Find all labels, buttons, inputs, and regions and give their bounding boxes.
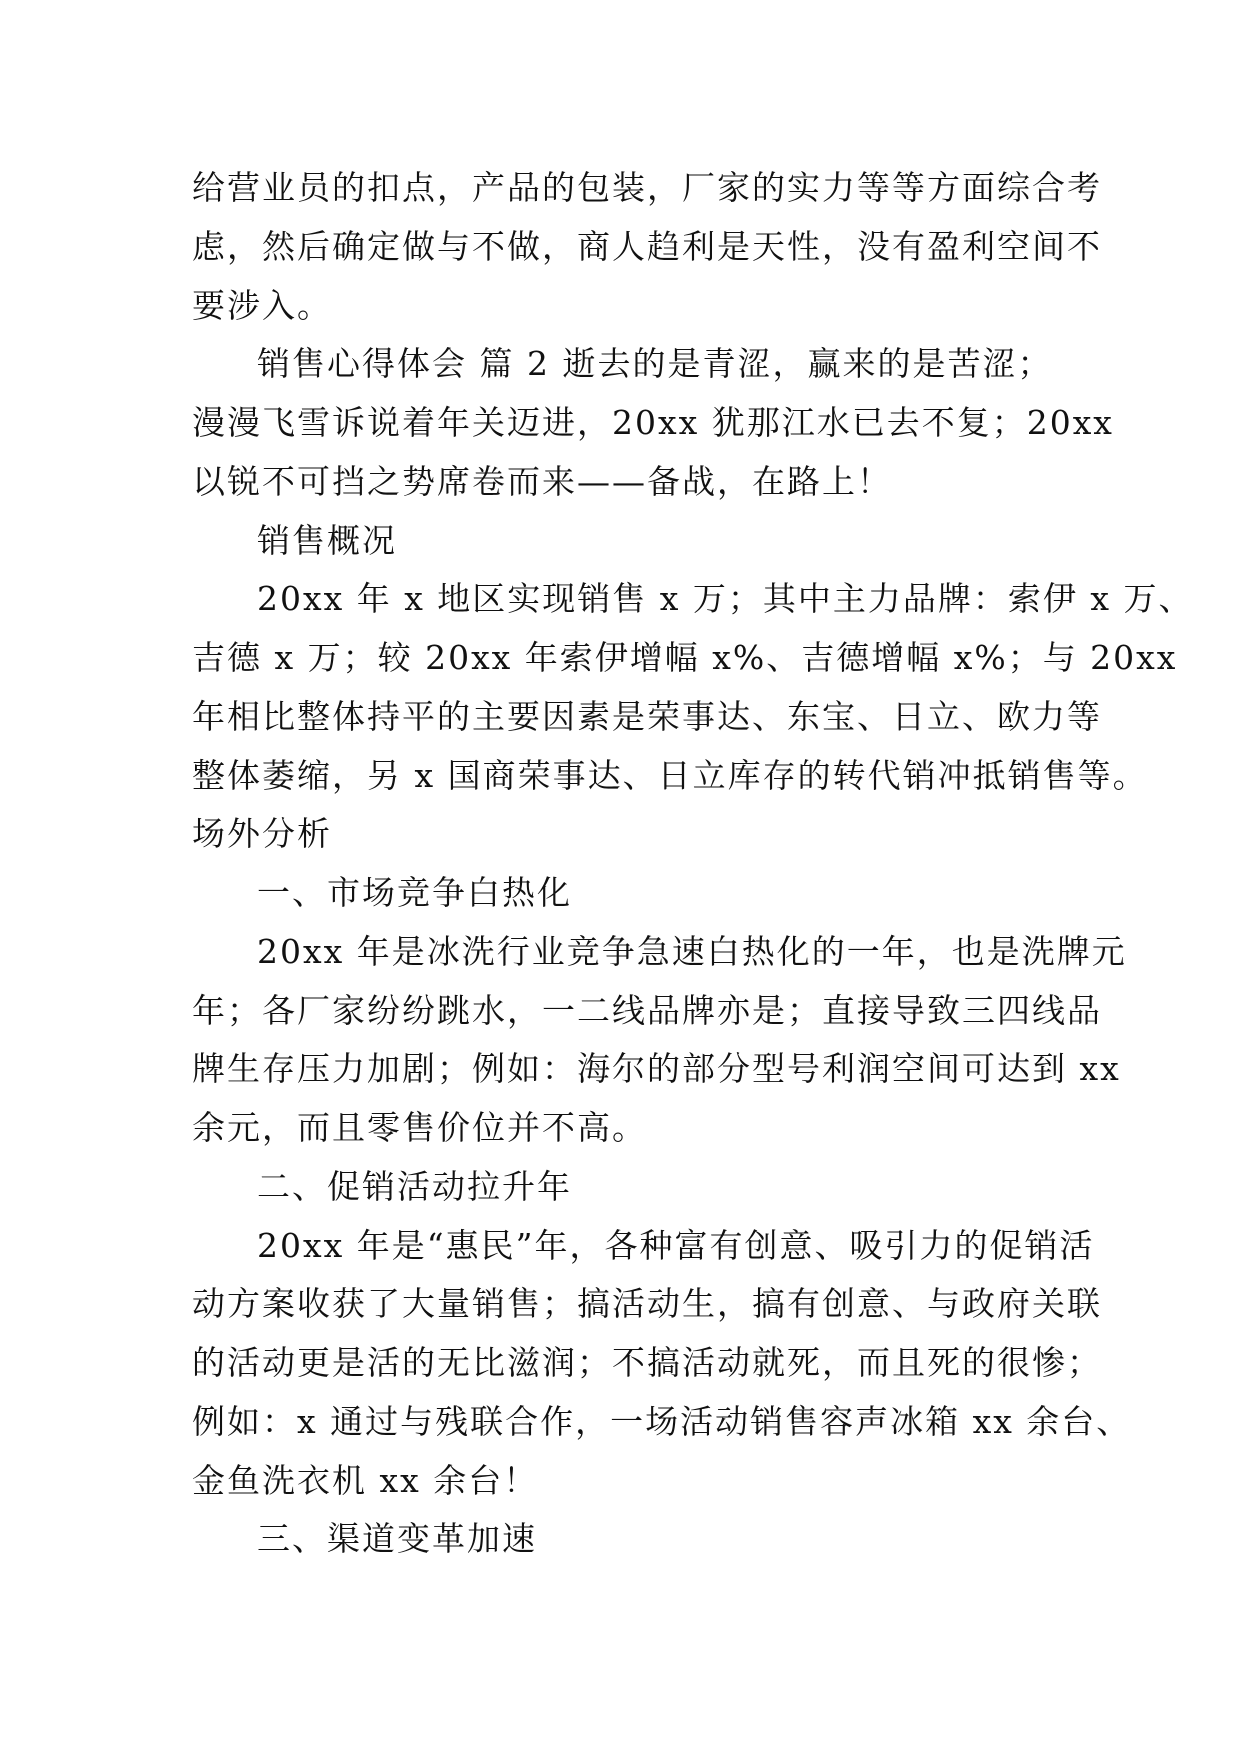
body-text-line: 20xx 年 x 地区实现销售 x 万；其中主力品牌：索伊 x 万、: [257, 579, 1194, 618]
body-text-line: 的活动更是活的无比滋润；不搞活动就死，而且死的很惨；: [192, 1343, 1102, 1382]
body-text-line: 年相比整体持平的主要因素是荣事达、东宝、日立、欧力等: [192, 697, 1102, 736]
body-text-line: 吉德 x 万；较 20xx 年索伊增幅 x%、吉德增幅 x%；与 20xx: [192, 638, 1178, 677]
body-text-line: 漫漫飞雪诉说着年关迈进，20xx 犹那江水已去不复；20xx: [192, 403, 1114, 442]
body-text-line: 给营业员的扣点，产品的包装，厂家的实力等等方面综合考: [192, 168, 1102, 207]
subheading-external-analysis: 场外分析: [192, 814, 332, 853]
subheading-channel-change: 三、渠道变革加速: [257, 1519, 537, 1558]
subheading-sales-overview: 销售概况: [257, 521, 397, 560]
body-text-line: 整体萎缩，另 x 国商荣事达、日立库存的转代销冲抵销售等。: [192, 756, 1148, 795]
body-text-line: 20xx 年是冰洗行业竞争急速白热化的一年，也是洗牌元: [257, 932, 1127, 971]
body-text-line: 年；各厂家纷纷跳水，一二线品牌亦是；直接导致三四线品: [192, 991, 1102, 1030]
body-text-line: 动方案收获了大量销售；搞活动生，搞有创意、与政府关联: [192, 1284, 1102, 1323]
section-heading-line: 销售心得体会 篇 2 逝去的是青涩，赢来的是苦涩；: [257, 344, 1053, 383]
body-text-line: 虑，然后确定做与不做，商人趋利是天性，没有盈利空间不: [192, 227, 1102, 266]
body-text-line: 例如：x 通过与残联合作，一场活动销售容声冰箱 xx 余台、: [192, 1402, 1132, 1441]
body-text-line: 20xx 年是“惠民”年，各种富有创意、吸引力的促销活: [257, 1226, 1095, 1265]
subheading-market-competition: 一、市场竞争白热化: [257, 873, 572, 912]
body-text-line: 余元，而且零售价位并不高。: [192, 1108, 647, 1147]
body-text-line: 以锐不可挡之势席卷而来——备战，在路上！: [192, 462, 892, 501]
body-text-line: 牌生存压力加剧；例如：海尔的部分型号利润空间可达到 xx: [192, 1049, 1121, 1088]
subheading-promotions: 二、促销活动拉升年: [257, 1167, 572, 1206]
body-text-line: 金鱼洗衣机 xx 余台！: [192, 1461, 539, 1500]
body-text-line: 要涉入。: [192, 286, 332, 325]
